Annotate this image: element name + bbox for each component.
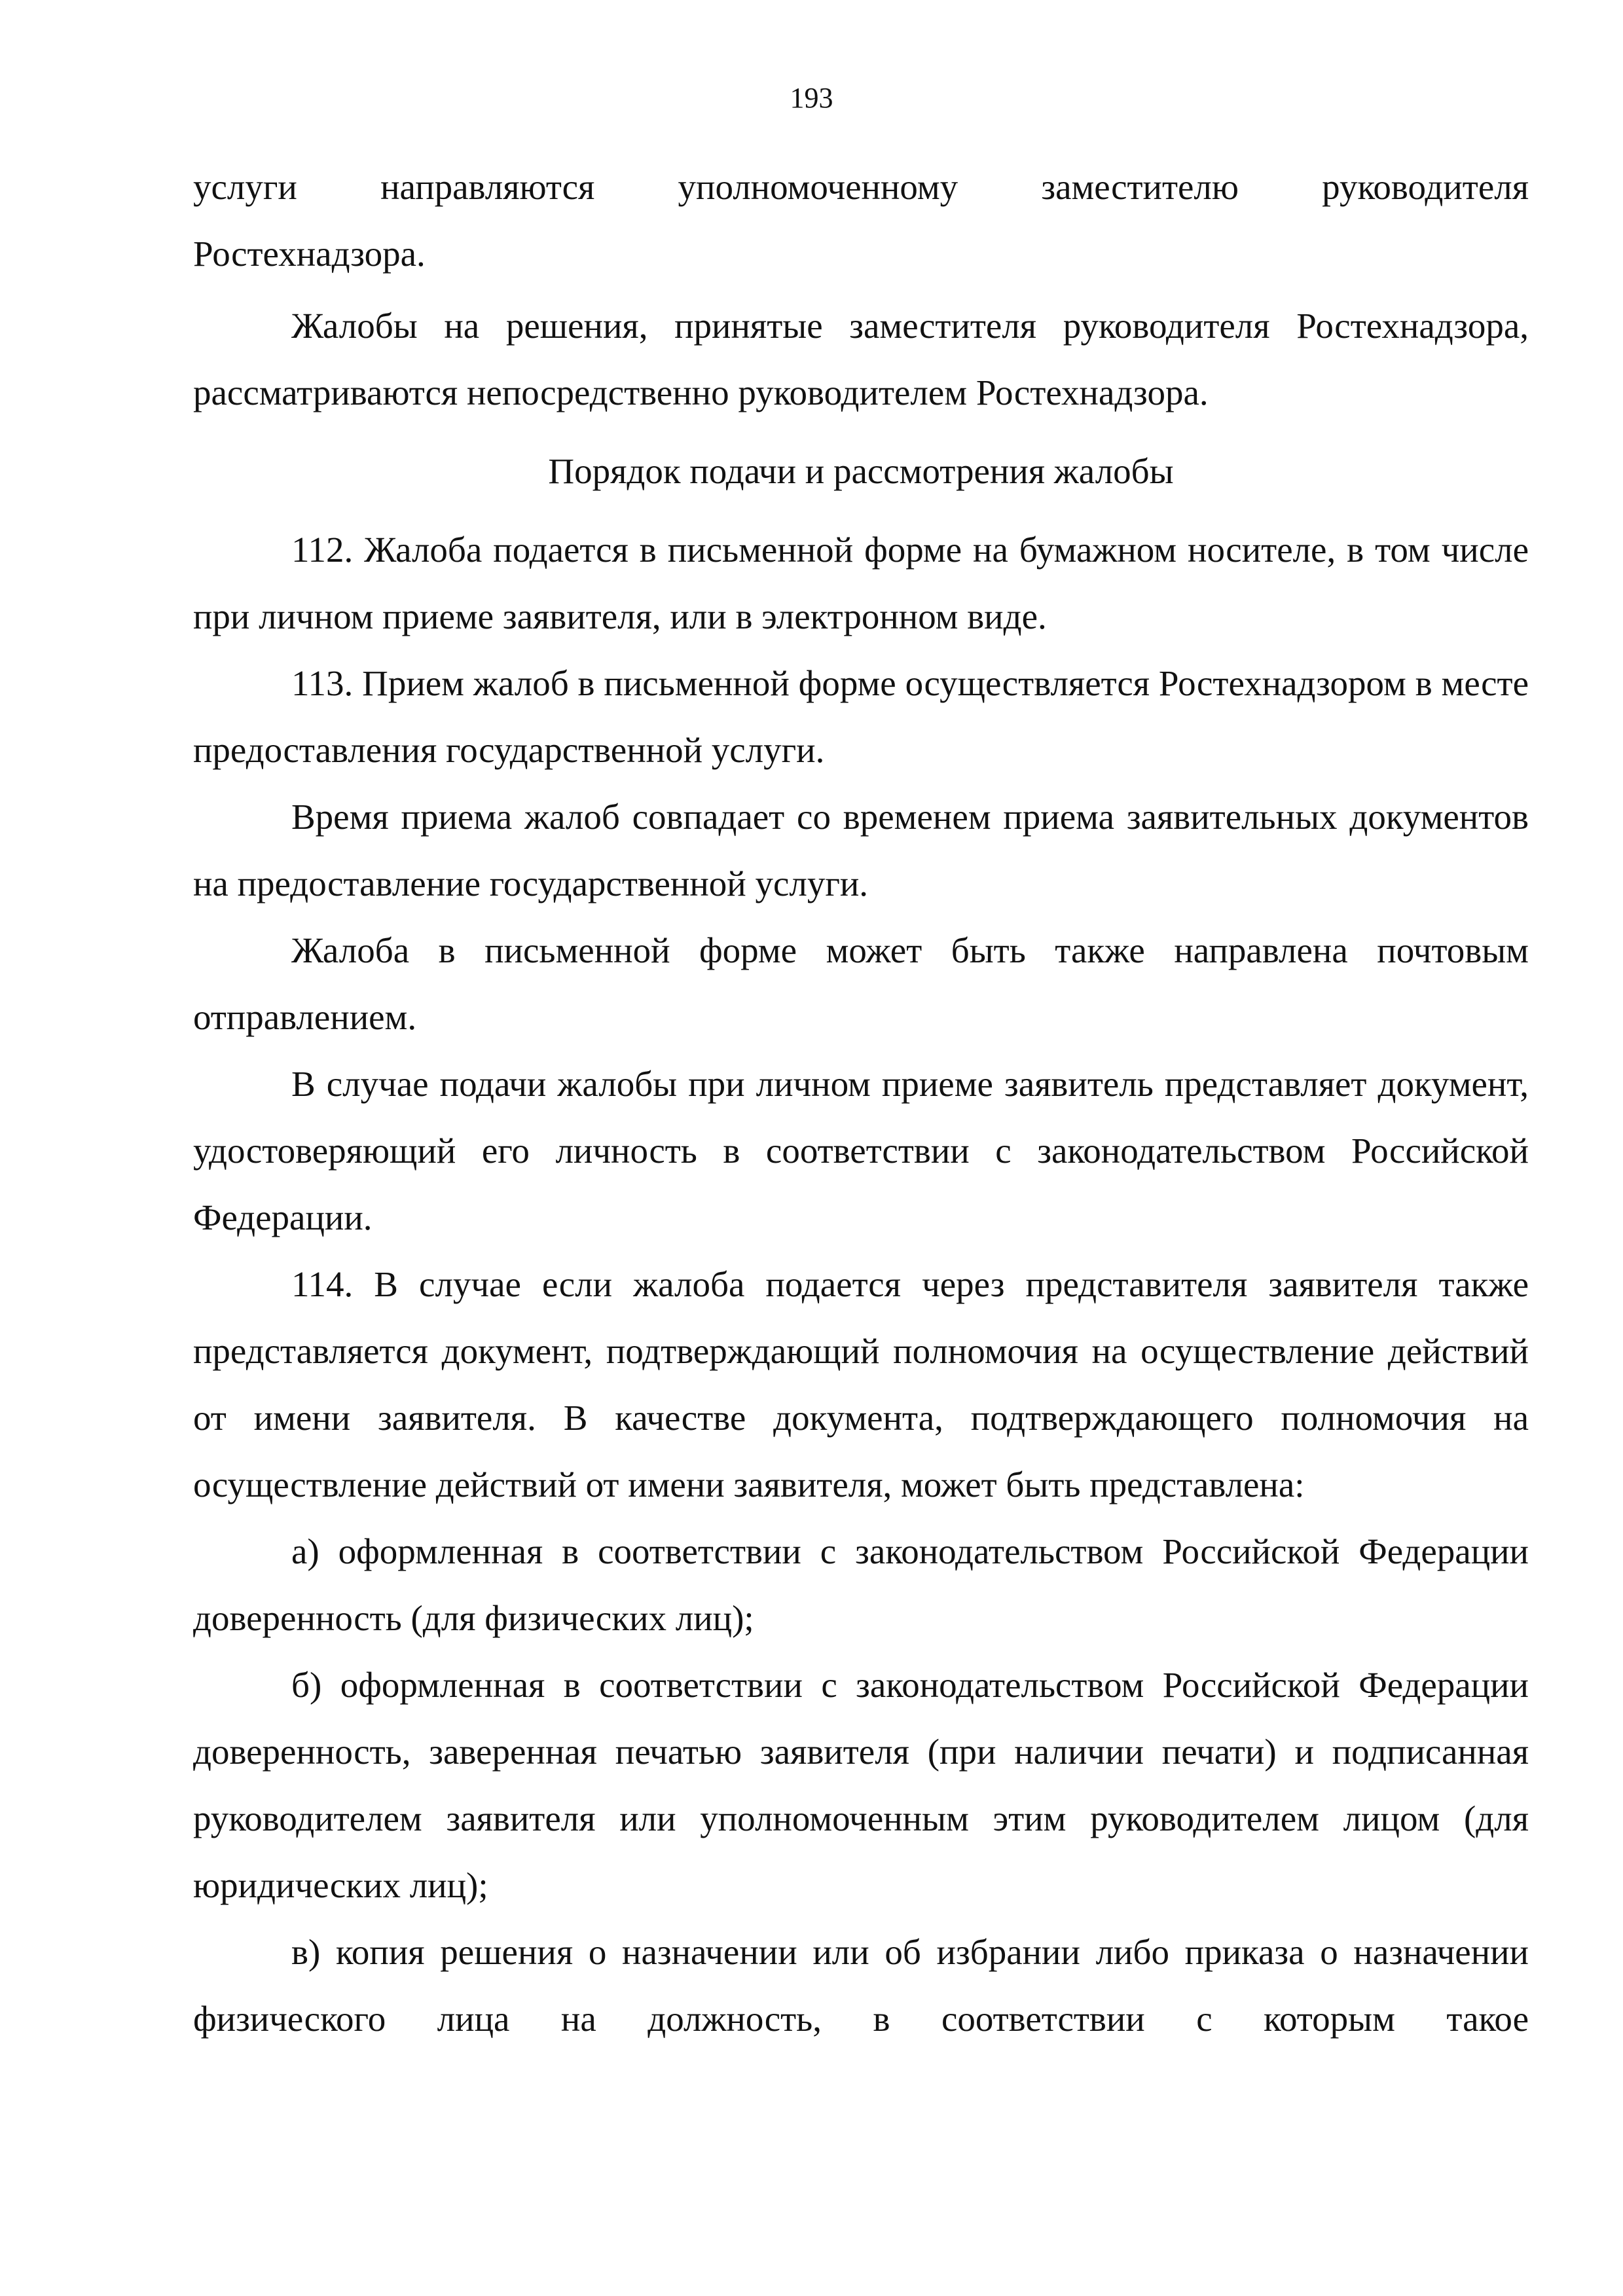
paragraph-114: 114. В случае если жалоба подается через представителя заявителя также представляется документ, подтверждающий полномочия на осуществление действий от имени заявителя. В качестве документа, подтверждающего полномочия на осуществление действий от имени заявителя, может быть представлена: (193, 1264, 1529, 1504)
paragraph-112: 112. Жалоба подается в письменной форме на бумажном носителе, в том числе при личном приеме заявителя, или в электронном виде. (193, 530, 1529, 636)
section-heading: Порядок подачи и рассмотрения жалобы (548, 451, 1174, 491)
list-item-a: а) оформленная в соответствии с законодательством Российской Федерации доверенность (для физических лиц); (193, 1531, 1529, 1638)
paragraph-113-mail: Жалоба в письменной форме может быть также направлена почтовым отправлением. (193, 930, 1529, 1037)
paragraph-113-identity: В случае подачи жалобы при личном приеме заявитель представляет документ, удостоверяющий его личность в соответствии с законодательством Российской Федерации. (193, 1064, 1529, 1237)
list-item-v: в) копия решения о назначении или об избрании либо приказа о назначении физического лица на должность, в соответствии с которым такое (193, 1932, 1529, 2039)
paragraph-continuation-line: услуги направляются уполномоченному заместителю руководителя (193, 167, 1529, 207)
paragraph-113-time: Время приема жалоб совпадает со временем приема заявительных документов на предоставление государственной услуги. (193, 797, 1529, 903)
paragraph-complaints-deputy: Жалобы на решения, принятые заместителя руководителя Ростехнадзора, рассматриваются непосредственно руководителем Ростехнадзора. (193, 306, 1529, 412)
document-body (193, 154, 1529, 2052)
paragraph-continuation-end: Ростехнадзора. (193, 234, 426, 274)
paragraph-113: 113. Прием жалоб в письменной форме осуществляется Ростехнадзором в месте предоставления государственной услуги. (193, 663, 1529, 770)
page-number: 193 (790, 82, 833, 114)
list-item-b: б) оформленная в соответствии с законодательством Российской Федерации доверенность, заверенная печатью заявителя (при наличии печати) и подписанная руководителем заявителя или уполномоченным этим руководителем лицом (для юридических лиц); (193, 1665, 1529, 1905)
